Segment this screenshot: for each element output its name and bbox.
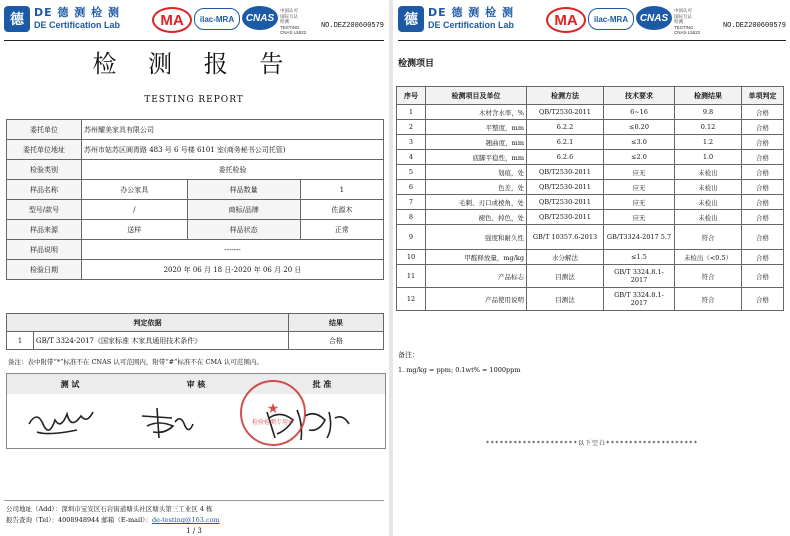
- client-label: 委托单位: [7, 120, 82, 140]
- row-item: 甲醛释放量，mg/kg: [426, 250, 527, 265]
- ilac-mra-logo-icon: ilac-MRA: [588, 8, 634, 30]
- result-header: 结果: [289, 314, 384, 332]
- col-result: 检测结果: [675, 87, 742, 105]
- row-verdict: 合格: [742, 195, 784, 210]
- row-verdict: 合格: [742, 165, 784, 180]
- header-divider: [4, 40, 384, 41]
- row-method: 6.2.6: [527, 150, 604, 165]
- test-items-table: [396, 86, 784, 311]
- row-verdict: 合格: [742, 265, 784, 288]
- table-row: [397, 265, 784, 288]
- cnas-accreditation-text-2: 中国认可 国际互认 检测 TESTING CNAS L5522: [674, 8, 701, 35]
- row-verdict: 合格: [742, 180, 784, 195]
- brand-en-2: DE Certification Lab: [428, 20, 515, 30]
- row-method: QB/T2530-2011: [527, 165, 604, 180]
- col-method: 检测方法: [527, 87, 604, 105]
- row-requirement: 应无: [604, 210, 675, 225]
- table-row: [397, 225, 784, 250]
- row-result: 符合: [675, 265, 742, 288]
- row-item: 产品使用说明: [426, 288, 527, 311]
- row-result: 未检出（<0.5）: [675, 250, 742, 265]
- report-subtitle: TESTING REPORT: [144, 95, 244, 105]
- note-text: 1. mg/kg = ppm; 0.1wt% = 1000ppm: [398, 366, 521, 374]
- row-method: 目测法: [527, 288, 604, 311]
- row-result: 1.2: [675, 135, 742, 150]
- row-method: 6.2.2: [527, 120, 604, 135]
- cma-logo-icon: MA: [152, 7, 192, 33]
- report-page-1: [0, 0, 388, 536]
- signature-box: [6, 373, 386, 449]
- desc-label: 样品说明: [7, 240, 82, 260]
- row-verdict: 合格: [742, 120, 784, 135]
- row-no: 8: [397, 210, 426, 225]
- report-page-2: [394, 0, 790, 536]
- cnas-accreditation-text: 中国认可 国际互认 检测 TESTING CNAS L5522: [280, 8, 307, 35]
- basis-no: 1: [7, 332, 34, 350]
- table-row: [397, 150, 784, 165]
- table-row: [397, 135, 784, 150]
- report-title: 检 测 报 告: [92, 50, 296, 78]
- end-of-report-marks: ********************以下空白********************: [485, 440, 699, 447]
- sample-name-value: 办公家具: [82, 180, 188, 200]
- brand-label: 商标/品牌: [187, 200, 300, 220]
- row-requirement: ≤0.20: [604, 120, 675, 135]
- brand-cn-2: DE 德 测 检 测: [428, 6, 514, 19]
- table-row: [397, 250, 784, 265]
- table-row: [397, 105, 784, 120]
- row-result: 未检出: [675, 195, 742, 210]
- row-item: 翘曲度，mm: [426, 135, 527, 150]
- address-value: 苏州市姑苏区阊胥路 483 号 6 号楼 6101 室(商务秘书公司托管): [82, 140, 384, 160]
- row-no: 4: [397, 150, 426, 165]
- col-no: 序号: [397, 87, 426, 105]
- basis-table: [6, 313, 384, 350]
- report-number: NO.DEZ200600579: [320, 22, 384, 30]
- row-requirement: GB/T3324-2017 5.7: [604, 225, 675, 250]
- state-value: 正常: [300, 220, 383, 240]
- row-requirement: ≤2.0: [604, 150, 675, 165]
- row-item: 平整度，mm: [426, 120, 527, 135]
- table-row: [397, 120, 784, 135]
- header-divider-2: [398, 40, 786, 41]
- page-separator: [389, 0, 393, 536]
- row-method: GB/T 10357.6-2013: [527, 225, 604, 250]
- brand-value: 佐源木: [300, 200, 383, 220]
- test-type-label: 检验类别: [7, 160, 82, 180]
- table-row: [397, 180, 784, 195]
- basis-header: 判定依据: [7, 314, 289, 332]
- de-logo-icon: 德: [4, 6, 30, 32]
- col-item: 检测项目及单位: [426, 87, 527, 105]
- approver-label: 批 准: [312, 378, 332, 389]
- note-label: 备注：: [398, 351, 419, 359]
- basis-text: GB/T 3324-2017《国家标准 木家具通用技术条件》: [34, 332, 289, 350]
- row-method: QB/T2530-2011: [527, 180, 604, 195]
- model-value: /: [82, 200, 188, 220]
- row-result: 0.12: [675, 120, 742, 135]
- footer-contact: 报告查询（Tel）：4008948944 邮箱（E-mail）：de-testing@163.com: [6, 516, 220, 524]
- row-no: 3: [397, 135, 426, 150]
- table-row: [397, 165, 784, 180]
- sample-name-label: 样品名称: [7, 180, 82, 200]
- row-verdict: 合格: [742, 225, 784, 250]
- table-row: [397, 195, 784, 210]
- row-method: 水分解法: [527, 250, 604, 265]
- row-item: 木材含水率，%: [426, 105, 527, 120]
- row-verdict: 合格: [742, 288, 784, 311]
- row-result: 符合: [675, 288, 742, 311]
- brand-cn: DE 德 测 检 测: [34, 6, 120, 19]
- page-number: 1 / 3: [186, 527, 202, 535]
- client-value: 苏州耀美家具有限公司: [82, 120, 384, 140]
- row-method: QB/T2530-2011: [527, 210, 604, 225]
- date-label: 检验日期: [7, 260, 82, 280]
- table-row: [397, 288, 784, 311]
- sample-info-table: [6, 119, 384, 280]
- signatures-image: [7, 394, 385, 448]
- section-title: 检测项目: [398, 59, 435, 69]
- cnas-logo-icon: CNAS: [636, 6, 672, 30]
- row-method: 6.2.1: [527, 135, 604, 150]
- col-requirement: 技术要求: [604, 87, 675, 105]
- row-no: 1: [397, 105, 426, 120]
- row-no: 10: [397, 250, 426, 265]
- footer-address: 公司地址（Add）：深圳市宝安区石岩街道塘头社区塘头第三工业区 4 栋: [6, 505, 213, 513]
- row-verdict: 合格: [742, 105, 784, 120]
- de-logo-2: [398, 6, 514, 32]
- row-item: 色差，处: [426, 180, 527, 195]
- state-label: 样品状态: [187, 220, 300, 240]
- cma-logo-icon: MA: [546, 7, 586, 33]
- row-result: 9.8: [675, 105, 742, 120]
- table-header-row: [397, 87, 784, 105]
- row-item: 底脚平稳性，mm: [426, 150, 527, 165]
- ilac-mra-logo-icon: ilac-MRA: [194, 8, 240, 30]
- row-verdict: 合格: [742, 150, 784, 165]
- cnas-logo-icon: CNAS: [242, 6, 278, 30]
- row-requirement: 应无: [604, 180, 675, 195]
- tester-label: 测 试: [60, 378, 80, 389]
- row-requirement: ≤1.5: [604, 250, 675, 265]
- model-label: 型号/款号: [7, 200, 82, 220]
- row-result: 未检出: [675, 165, 742, 180]
- col-verdict: 单项判定: [742, 87, 784, 105]
- brand-en: DE Certification Lab: [34, 20, 121, 30]
- address-label: 委托单位地址: [7, 140, 82, 160]
- row-requirement: 6~16: [604, 105, 675, 120]
- row-no: 5: [397, 165, 426, 180]
- inspection-stamp-icon: ★ 检验检测专用章: [240, 380, 306, 446]
- sample-qty-value: 1: [300, 180, 383, 200]
- row-no: 7: [397, 195, 426, 210]
- row-item: 褪色、掉色，处: [426, 210, 527, 225]
- table-row: [397, 210, 784, 225]
- row-item: 强度和耐久性: [426, 225, 527, 250]
- row-no: 11: [397, 265, 426, 288]
- row-requirement: GB/T 3324.8.1-2017: [604, 288, 675, 311]
- test-type-value: 委托检验: [82, 160, 384, 180]
- row-requirement: 应无: [604, 165, 675, 180]
- basis-result: 合格: [289, 332, 384, 350]
- source-value: 送样: [82, 220, 188, 240]
- row-result: 符合: [675, 225, 742, 250]
- row-result: 未检出: [675, 180, 742, 195]
- accreditation-note: 备注：表中附带“*”标准不在 CNAS 认可范围内，附带“#”标准不在 CMA 认可范围内。: [8, 358, 263, 366]
- row-requirement: 应无: [604, 195, 675, 210]
- reviewer-label: 审 核: [186, 378, 206, 389]
- date-value: 2020 年 06 月 18 日-2020 年 06 月 20 日: [82, 260, 384, 280]
- row-verdict: 合格: [742, 135, 784, 150]
- desc-value: -------: [82, 240, 384, 260]
- de-logo: [4, 6, 120, 32]
- de-logo-icon: 德: [398, 6, 424, 32]
- row-verdict: 合格: [742, 250, 784, 265]
- report-number-2: NO.DEZ200600579: [722, 22, 786, 30]
- row-no: 9: [397, 225, 426, 250]
- row-item: 毛刺、刃口或棱角，处: [426, 195, 527, 210]
- row-method: 目测法: [527, 265, 604, 288]
- row-requirement: GB/T 3324.8.1-2017: [604, 265, 675, 288]
- row-no: 6: [397, 180, 426, 195]
- sample-qty-label: 样品数量: [187, 180, 300, 200]
- row-result: 未检出: [675, 210, 742, 225]
- source-label: 样品来源: [7, 220, 82, 240]
- row-method: QB/T2530-2011: [527, 195, 604, 210]
- footer-email-link[interactable]: de-testing@163.com: [151, 516, 220, 524]
- row-verdict: 合格: [742, 210, 784, 225]
- page-header-2: [398, 4, 786, 40]
- row-no: 12: [397, 288, 426, 311]
- row-result: 1.0: [675, 150, 742, 165]
- row-no: 2: [397, 120, 426, 135]
- row-item: 产品标志: [426, 265, 527, 288]
- row-item: 划痕，处: [426, 165, 527, 180]
- row-method: QB/T2530-2011: [527, 105, 604, 120]
- page-header: [4, 4, 384, 40]
- row-requirement: ≤3.0: [604, 135, 675, 150]
- footer-divider: [4, 500, 384, 501]
